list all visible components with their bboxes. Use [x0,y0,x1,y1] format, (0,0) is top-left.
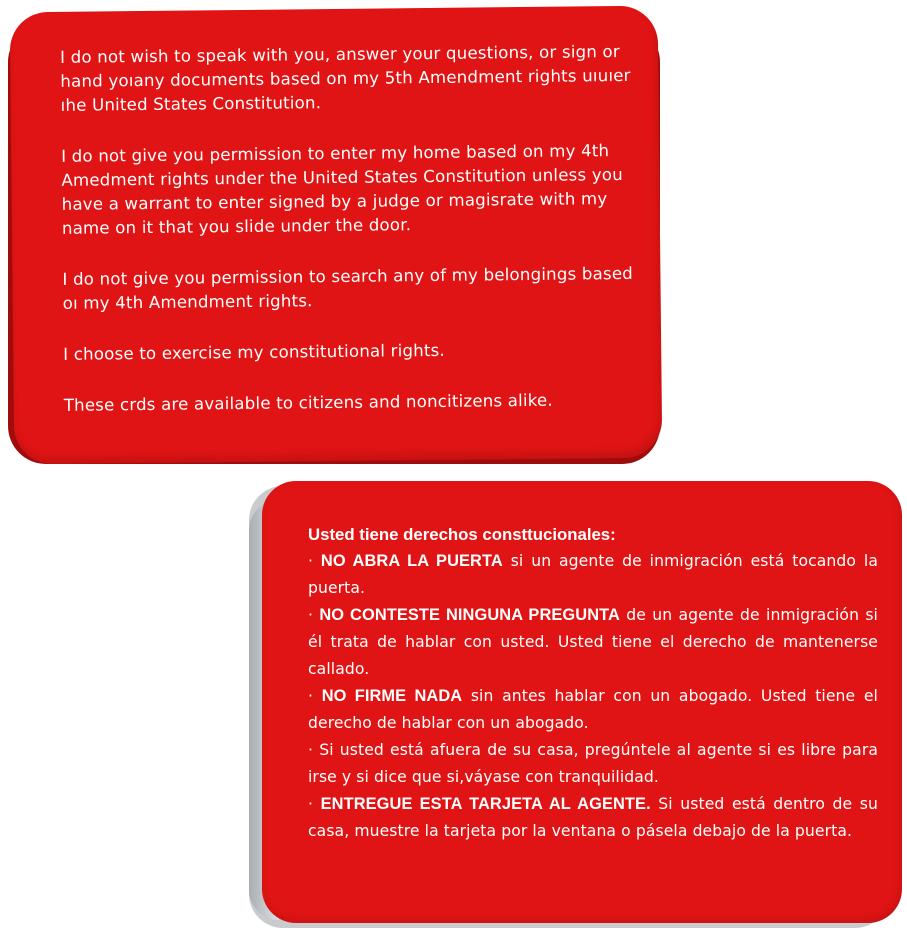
card-spanish-item [308,683,878,737]
item-text: si un agente de inmigración está tocando la puerta. [308,552,878,597]
card-english-paragraph: I do not wish to speak with you, answer your questions, or sign or hand yoıany documents based on my 5th Amendment rights uıuıer ıhe United States Constitution. [60,42,631,115]
card-spanish-item [308,602,878,683]
card-spanish-item [308,737,878,791]
item-text: sin antes hablar con un abogado. Usted tiene el derecho de hablar con un abogado. [308,687,878,732]
card-spanish-item [308,791,878,845]
card-english [10,6,663,465]
card-spanish-item [308,548,878,602]
item-emphasis: NO CONTESTE NINGUNA PREGUNTA [319,606,620,624]
card-english-paragraph: I do not give you permission to search any of my belongings based oı my 4th Amendment rights. [62,263,634,313]
item-emphasis: ENTREGUE ESTA TARJETA AL AGENTE. [320,795,651,813]
card-english-paragraph: I do not give you permission to enter my home based on my 4th Amedment rights under the United States Constitution unless you have a warrant to enter signed by a judge or magisrate with my name on it that you slide under the door. [61,141,623,238]
bullet: · [308,552,321,570]
item-emphasis: NO ABRA LA PUERTA [320,552,503,570]
item-text: Si usted está afuera de su casa, pregúntele al agente si es libre para irse y si dice que si,váyase con tranquilidad. [308,741,878,786]
bullet: · [308,606,320,624]
item-emphasis: NO FIRME NADA [321,687,463,705]
item-text: Si usted está dentro de su casa, muestre la tarjeta por la ventana o pásela debajo de la puerta. [308,795,878,840]
card-english-paragraph: These crds are available to citizens and noncitizens alike. [63,390,553,415]
card-spanish [262,481,902,923]
item-text: de un agente de inmigración si él trata de hablar con usted. Usted tiene el derecho de mantenerse callado. [308,606,878,678]
card-english-paragraph: I choose to exercise my constitutional rights. [63,340,446,364]
bullet: · [308,795,321,813]
bullet: · [308,741,320,759]
bullet: · [308,687,322,705]
card-spanish-title: Usted tiene derechos consttucionales: [308,525,616,544]
